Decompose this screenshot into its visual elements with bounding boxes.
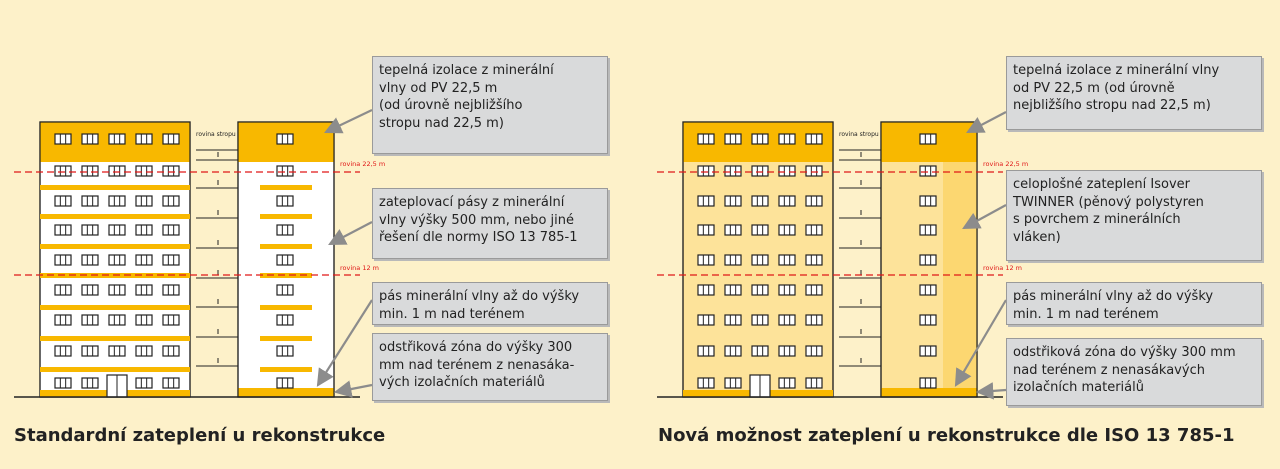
window-frame bbox=[779, 225, 795, 235]
window-frame bbox=[136, 378, 152, 388]
window-icon bbox=[109, 346, 125, 356]
window-frame bbox=[55, 166, 71, 176]
window-icon bbox=[752, 196, 768, 206]
window-frame bbox=[82, 285, 98, 295]
window-icon bbox=[163, 285, 179, 295]
window-icon bbox=[163, 225, 179, 235]
window-icon bbox=[163, 166, 179, 176]
side-window-icon bbox=[920, 315, 936, 325]
window-icon bbox=[109, 255, 125, 265]
window-frame bbox=[163, 315, 179, 325]
side-window-icon bbox=[277, 285, 293, 295]
window-frame bbox=[55, 285, 71, 295]
window-frame bbox=[752, 285, 768, 295]
window-icon bbox=[725, 196, 741, 206]
side-window-icon bbox=[920, 255, 936, 265]
window-frame bbox=[725, 315, 741, 325]
fire-strip bbox=[40, 336, 190, 341]
window-frame bbox=[698, 378, 714, 388]
window-frame bbox=[109, 285, 125, 295]
window-icon bbox=[779, 285, 795, 295]
window-frame bbox=[920, 196, 936, 206]
window-frame bbox=[920, 346, 936, 356]
window-icon bbox=[163, 255, 179, 265]
window-icon bbox=[163, 315, 179, 325]
window-frame bbox=[752, 166, 768, 176]
window-icon bbox=[698, 315, 714, 325]
window-icon bbox=[779, 134, 795, 144]
window-frame bbox=[82, 315, 98, 325]
side-fire-strip bbox=[260, 214, 312, 219]
fire-strip bbox=[40, 185, 190, 190]
window-icon bbox=[136, 315, 152, 325]
window-frame bbox=[136, 225, 152, 235]
window-icon bbox=[779, 255, 795, 265]
window-icon bbox=[725, 378, 741, 388]
window-icon bbox=[698, 255, 714, 265]
window-frame bbox=[779, 285, 795, 295]
window-icon bbox=[109, 285, 125, 295]
window-icon bbox=[752, 134, 768, 144]
window-icon bbox=[779, 315, 795, 325]
window-frame bbox=[55, 134, 71, 144]
window-frame bbox=[277, 134, 293, 144]
callout-roof-insulation-left: tepelná izolace z minerální vlny od PV 22,5 m (od úrovně nejbližšího stropu nad 22,5 m) bbox=[372, 56, 608, 154]
side-window-icon bbox=[277, 346, 293, 356]
window-icon bbox=[806, 285, 822, 295]
window-frame bbox=[109, 315, 125, 325]
window-icon bbox=[136, 378, 152, 388]
window-frame bbox=[55, 196, 71, 206]
window-frame bbox=[82, 255, 98, 265]
window-frame bbox=[82, 346, 98, 356]
window-frame bbox=[920, 378, 936, 388]
window-frame bbox=[779, 378, 795, 388]
window-frame bbox=[136, 134, 152, 144]
side-window-icon bbox=[277, 166, 293, 176]
window-frame bbox=[806, 346, 822, 356]
window-icon bbox=[698, 346, 714, 356]
window-frame bbox=[779, 196, 795, 206]
window-frame bbox=[277, 196, 293, 206]
callout-splash-zone-right: odstřiková zóna do výšky 300 mm nad terénem z nenasákavých izolačních materiálů bbox=[1006, 338, 1262, 406]
callout-splash-zone-left: odstřiková zóna do výšky 300 mm nad terénem z nenasáka- vých izolačních materiálů bbox=[372, 333, 608, 401]
window-icon bbox=[82, 285, 98, 295]
window-frame bbox=[920, 255, 936, 265]
window-icon bbox=[725, 285, 741, 295]
window-frame bbox=[163, 134, 179, 144]
window-frame bbox=[752, 255, 768, 265]
callout-fire-strips-left: zateplovací pásy z minerální vlny výšky 500 mm, nebo jiné řešení dle normy ISO 13 785-1 bbox=[372, 188, 608, 259]
facade-panel-left bbox=[14, 122, 385, 397]
window-icon bbox=[163, 378, 179, 388]
side-window-icon bbox=[920, 196, 936, 206]
window-frame bbox=[698, 346, 714, 356]
window-frame bbox=[779, 166, 795, 176]
arrow-splash-left bbox=[336, 385, 372, 392]
window-frame bbox=[55, 255, 71, 265]
window-frame bbox=[752, 134, 768, 144]
window-frame bbox=[725, 166, 741, 176]
window-icon bbox=[109, 315, 125, 325]
window-icon bbox=[136, 346, 152, 356]
callout-twinner-right: celoplošné zateplení Isover TWINNER (pěnový polystyren s povrchem z minerálních vláken) bbox=[1006, 170, 1262, 261]
window-icon bbox=[698, 225, 714, 235]
window-icon bbox=[55, 196, 71, 206]
window-icon bbox=[136, 255, 152, 265]
window-icon bbox=[82, 255, 98, 265]
window-frame bbox=[136, 196, 152, 206]
fire-strip bbox=[40, 367, 190, 372]
side-window-icon bbox=[277, 196, 293, 206]
side-fire-strip bbox=[260, 185, 312, 190]
window-frame bbox=[725, 378, 741, 388]
window-frame bbox=[806, 225, 822, 235]
side-window-icon bbox=[277, 134, 293, 144]
window-frame bbox=[82, 225, 98, 235]
window-frame bbox=[920, 134, 936, 144]
window-frame bbox=[698, 166, 714, 176]
window-frame bbox=[698, 255, 714, 265]
window-icon bbox=[698, 134, 714, 144]
window-icon bbox=[109, 166, 125, 176]
window-frame bbox=[109, 196, 125, 206]
window-icon bbox=[752, 166, 768, 176]
callout-base-strip-left: pás minerální vlny až do výšky min. 1 m nad terénem bbox=[372, 282, 608, 325]
window-frame bbox=[725, 196, 741, 206]
window-frame bbox=[136, 346, 152, 356]
roof-plane-label: rovina stropu bbox=[839, 131, 879, 138]
side-window-icon bbox=[920, 134, 936, 144]
window-frame bbox=[136, 166, 152, 176]
side-base-strip bbox=[881, 388, 977, 397]
window-frame bbox=[779, 134, 795, 144]
window-icon bbox=[136, 196, 152, 206]
window-frame bbox=[277, 166, 293, 176]
caption-right: Nová možnost zateplení u rekonstrukce dle ISO 13 785-1 bbox=[658, 425, 1235, 446]
window-icon bbox=[163, 196, 179, 206]
window-icon bbox=[82, 315, 98, 325]
window-frame bbox=[136, 315, 152, 325]
window-icon bbox=[806, 134, 822, 144]
window-frame bbox=[163, 166, 179, 176]
window-icon bbox=[82, 166, 98, 176]
window-icon bbox=[806, 225, 822, 235]
window-icon bbox=[725, 166, 741, 176]
window-frame bbox=[109, 166, 125, 176]
window-icon bbox=[163, 134, 179, 144]
window-frame bbox=[698, 134, 714, 144]
window-frame bbox=[277, 346, 293, 356]
window-icon bbox=[55, 285, 71, 295]
caption-left: Standardní zateplení u rekonstrukce bbox=[14, 425, 386, 446]
level-225-label: rovina 22,5 m bbox=[983, 160, 1029, 168]
window-icon bbox=[698, 378, 714, 388]
fire-strip bbox=[40, 214, 190, 219]
window-frame bbox=[163, 196, 179, 206]
window-frame bbox=[277, 378, 293, 388]
window-icon bbox=[752, 285, 768, 295]
window-icon bbox=[109, 196, 125, 206]
window-icon bbox=[55, 134, 71, 144]
window-frame bbox=[920, 315, 936, 325]
window-icon bbox=[82, 196, 98, 206]
window-icon bbox=[55, 378, 71, 388]
window-icon bbox=[136, 285, 152, 295]
window-icon bbox=[725, 315, 741, 325]
side-fire-strip bbox=[260, 367, 312, 372]
window-icon bbox=[779, 346, 795, 356]
window-icon bbox=[806, 166, 822, 176]
window-frame bbox=[163, 346, 179, 356]
window-icon bbox=[109, 225, 125, 235]
window-icon bbox=[82, 378, 98, 388]
window-frame bbox=[725, 134, 741, 144]
window-frame bbox=[163, 378, 179, 388]
window-icon bbox=[806, 196, 822, 206]
window-frame bbox=[725, 346, 741, 356]
window-icon bbox=[55, 346, 71, 356]
side-window-icon bbox=[920, 166, 936, 176]
window-frame bbox=[163, 225, 179, 235]
window-icon bbox=[698, 196, 714, 206]
window-frame bbox=[698, 285, 714, 295]
window-frame bbox=[806, 315, 822, 325]
window-icon bbox=[725, 134, 741, 144]
window-frame bbox=[55, 315, 71, 325]
window-frame bbox=[163, 285, 179, 295]
window-icon bbox=[55, 225, 71, 235]
window-icon bbox=[82, 225, 98, 235]
side-window-icon bbox=[277, 255, 293, 265]
window-icon bbox=[725, 346, 741, 356]
window-icon bbox=[806, 346, 822, 356]
side-fire-strip bbox=[260, 244, 312, 249]
window-frame bbox=[779, 255, 795, 265]
window-icon bbox=[779, 378, 795, 388]
window-icon bbox=[779, 196, 795, 206]
side-window-icon bbox=[277, 378, 293, 388]
window-frame bbox=[277, 315, 293, 325]
window-frame bbox=[698, 315, 714, 325]
window-frame bbox=[698, 225, 714, 235]
window-icon bbox=[779, 166, 795, 176]
window-icon bbox=[163, 346, 179, 356]
window-frame bbox=[752, 346, 768, 356]
window-icon bbox=[752, 346, 768, 356]
window-frame bbox=[277, 225, 293, 235]
window-frame bbox=[920, 225, 936, 235]
arrow-strips-left bbox=[330, 222, 372, 244]
window-frame bbox=[82, 378, 98, 388]
window-icon bbox=[752, 255, 768, 265]
window-icon bbox=[136, 225, 152, 235]
window-frame bbox=[136, 285, 152, 295]
callout-base-strip-right: pás minerální vlny až do výšky min. 1 m nad terénem bbox=[1006, 282, 1262, 325]
window-frame bbox=[725, 225, 741, 235]
window-icon bbox=[136, 134, 152, 144]
window-icon bbox=[752, 315, 768, 325]
window-frame bbox=[109, 255, 125, 265]
window-icon bbox=[55, 166, 71, 176]
window-frame bbox=[806, 285, 822, 295]
window-icon bbox=[725, 225, 741, 235]
side-window-icon bbox=[920, 225, 936, 235]
side-window-icon bbox=[277, 315, 293, 325]
roof-plane-label: rovina stropu bbox=[196, 131, 236, 138]
window-frame bbox=[752, 315, 768, 325]
level-12-label: rovina 12 m bbox=[340, 264, 379, 272]
window-icon bbox=[82, 346, 98, 356]
window-frame bbox=[109, 346, 125, 356]
window-icon bbox=[752, 225, 768, 235]
side-fire-strip bbox=[260, 305, 312, 310]
side-fire-strip bbox=[260, 336, 312, 341]
window-icon bbox=[55, 315, 71, 325]
window-frame bbox=[136, 255, 152, 265]
level-225-label: rovina 22,5 m bbox=[340, 160, 386, 168]
window-icon bbox=[82, 134, 98, 144]
window-icon bbox=[136, 166, 152, 176]
window-frame bbox=[752, 196, 768, 206]
window-icon bbox=[725, 255, 741, 265]
window-icon bbox=[698, 166, 714, 176]
window-frame bbox=[698, 196, 714, 206]
window-frame bbox=[277, 285, 293, 295]
window-frame bbox=[55, 378, 71, 388]
window-frame bbox=[752, 225, 768, 235]
window-icon bbox=[55, 255, 71, 265]
window-icon bbox=[806, 255, 822, 265]
side-insulation-shading bbox=[943, 162, 977, 390]
window-icon bbox=[806, 378, 822, 388]
window-icon bbox=[779, 225, 795, 235]
window-frame bbox=[806, 134, 822, 144]
fire-strip bbox=[40, 244, 190, 249]
window-frame bbox=[277, 255, 293, 265]
window-frame bbox=[806, 196, 822, 206]
arrow-splash-right bbox=[978, 390, 1006, 392]
window-frame bbox=[806, 255, 822, 265]
window-frame bbox=[82, 196, 98, 206]
window-frame bbox=[163, 255, 179, 265]
window-frame bbox=[779, 346, 795, 356]
side-window-icon bbox=[920, 346, 936, 356]
window-frame bbox=[82, 166, 98, 176]
window-frame bbox=[806, 378, 822, 388]
fire-strip bbox=[40, 305, 190, 310]
window-frame bbox=[920, 166, 936, 176]
window-frame bbox=[920, 285, 936, 295]
window-frame bbox=[806, 166, 822, 176]
window-frame bbox=[779, 315, 795, 325]
window-frame bbox=[109, 225, 125, 235]
window-frame bbox=[55, 346, 71, 356]
window-icon bbox=[698, 285, 714, 295]
side-window-icon bbox=[920, 285, 936, 295]
callout-roof-insulation-right: tepelná izolace z minerální vlny od PV 22,5 m (od úrovně nejbližšího stropu nad 22,5 m) bbox=[1006, 56, 1262, 130]
window-icon bbox=[806, 315, 822, 325]
level-12-label: rovina 12 m bbox=[983, 264, 1022, 272]
arrow-roof-left bbox=[326, 110, 372, 132]
window-frame bbox=[725, 255, 741, 265]
side-window-icon bbox=[277, 225, 293, 235]
window-icon bbox=[109, 134, 125, 144]
side-window-icon bbox=[920, 378, 936, 388]
window-frame bbox=[109, 134, 125, 144]
window-frame bbox=[725, 285, 741, 295]
window-frame bbox=[82, 134, 98, 144]
window-frame bbox=[55, 225, 71, 235]
side-base-strip bbox=[238, 388, 334, 397]
